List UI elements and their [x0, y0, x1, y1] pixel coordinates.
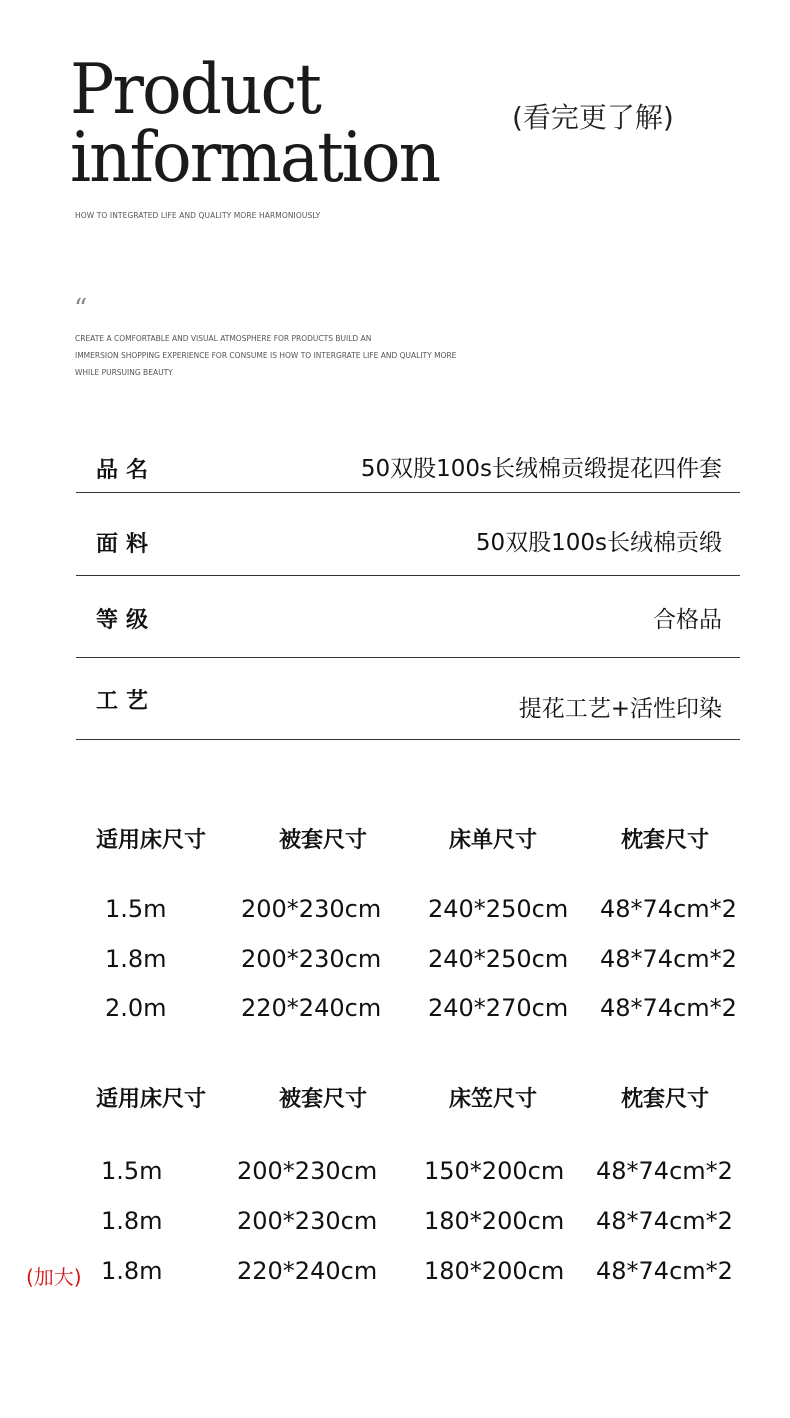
table-cell: 1.8m [105, 945, 167, 973]
info-label: 面料 [96, 532, 157, 557]
divider [76, 575, 740, 576]
info-value: 50双股100s长绒棉贡缎提花四件套 [360, 456, 722, 482]
table-header: 被套尺寸 [279, 1087, 368, 1112]
info-value: 50双股100s长绒棉贡缎 [475, 530, 722, 556]
table-cell: 200*230cm [237, 1207, 378, 1235]
table-cell: 180*200cm [424, 1207, 565, 1235]
description-line: IMMERSION SHOPPING EXPERIENCE FOR CONSUME IS HOW TO INTERGRATE LIFE AND QUALITY MORE [75, 351, 457, 360]
description-line: WHILE PURSUING BEAUTY [75, 368, 173, 377]
info-label: 等级 [96, 608, 157, 633]
table-cell: 48*74cm*2 [600, 994, 737, 1022]
table-cell: 180*200cm [424, 1257, 565, 1285]
table-cell: 1.5m [101, 1157, 163, 1185]
plus-size-tag: (加大) [26, 1265, 82, 1289]
table-cell: 1.8m [101, 1257, 163, 1285]
description-line: CREATE A COMFORTABLE AND VISUAL ATMOSPHERE FOR PRODUCTS BUILD AN [75, 334, 372, 343]
table-header: 枕套尺寸 [621, 1087, 710, 1112]
table-header: 被套尺寸 [279, 828, 368, 853]
divider [76, 492, 740, 493]
table-cell: 48*74cm*2 [596, 1257, 733, 1285]
info-label: 品名 [96, 458, 157, 483]
divider [76, 657, 740, 658]
info-label: 工艺 [96, 689, 157, 714]
title-line-2: information [70, 116, 440, 198]
table-cell: 2.0m [105, 994, 167, 1022]
table-header: 适用床尺寸 [96, 1087, 207, 1112]
info-value: 合格品 [653, 607, 722, 633]
table-header: 适用床尺寸 [96, 828, 207, 853]
table-cell: 240*250cm [428, 945, 569, 973]
info-value: 提花工艺+活性印染 [518, 696, 722, 722]
table-cell: 240*250cm [428, 895, 569, 923]
table-cell: 220*240cm [241, 994, 382, 1022]
table-cell: 1.5m [105, 895, 167, 923]
table-cell: 200*230cm [241, 895, 382, 923]
table-header: 枕套尺寸 [621, 828, 710, 853]
table-cell: 48*74cm*2 [596, 1207, 733, 1235]
table-header: 床笠尺寸 [449, 1087, 538, 1112]
title-line-1: Product [70, 48, 320, 130]
table-cell: 200*230cm [241, 945, 382, 973]
table-cell: 150*200cm [424, 1157, 565, 1185]
read-more-note: (看完更了解) [512, 101, 674, 134]
table-cell: 48*74cm*2 [596, 1157, 733, 1185]
table-cell: 1.8m [101, 1207, 163, 1235]
quote-mark-icon: “ [74, 294, 88, 324]
table-cell: 200*230cm [237, 1157, 378, 1185]
table-cell: 48*74cm*2 [600, 895, 737, 923]
table-cell: 220*240cm [237, 1257, 378, 1285]
tagline: HOW TO INTEGRATED LIFE AND QUALITY MORE HARMONIOUSLY [75, 211, 321, 220]
table-header: 床单尺寸 [449, 828, 538, 853]
table-cell: 48*74cm*2 [600, 945, 737, 973]
divider [76, 739, 740, 740]
table-cell: 240*270cm [428, 994, 569, 1022]
